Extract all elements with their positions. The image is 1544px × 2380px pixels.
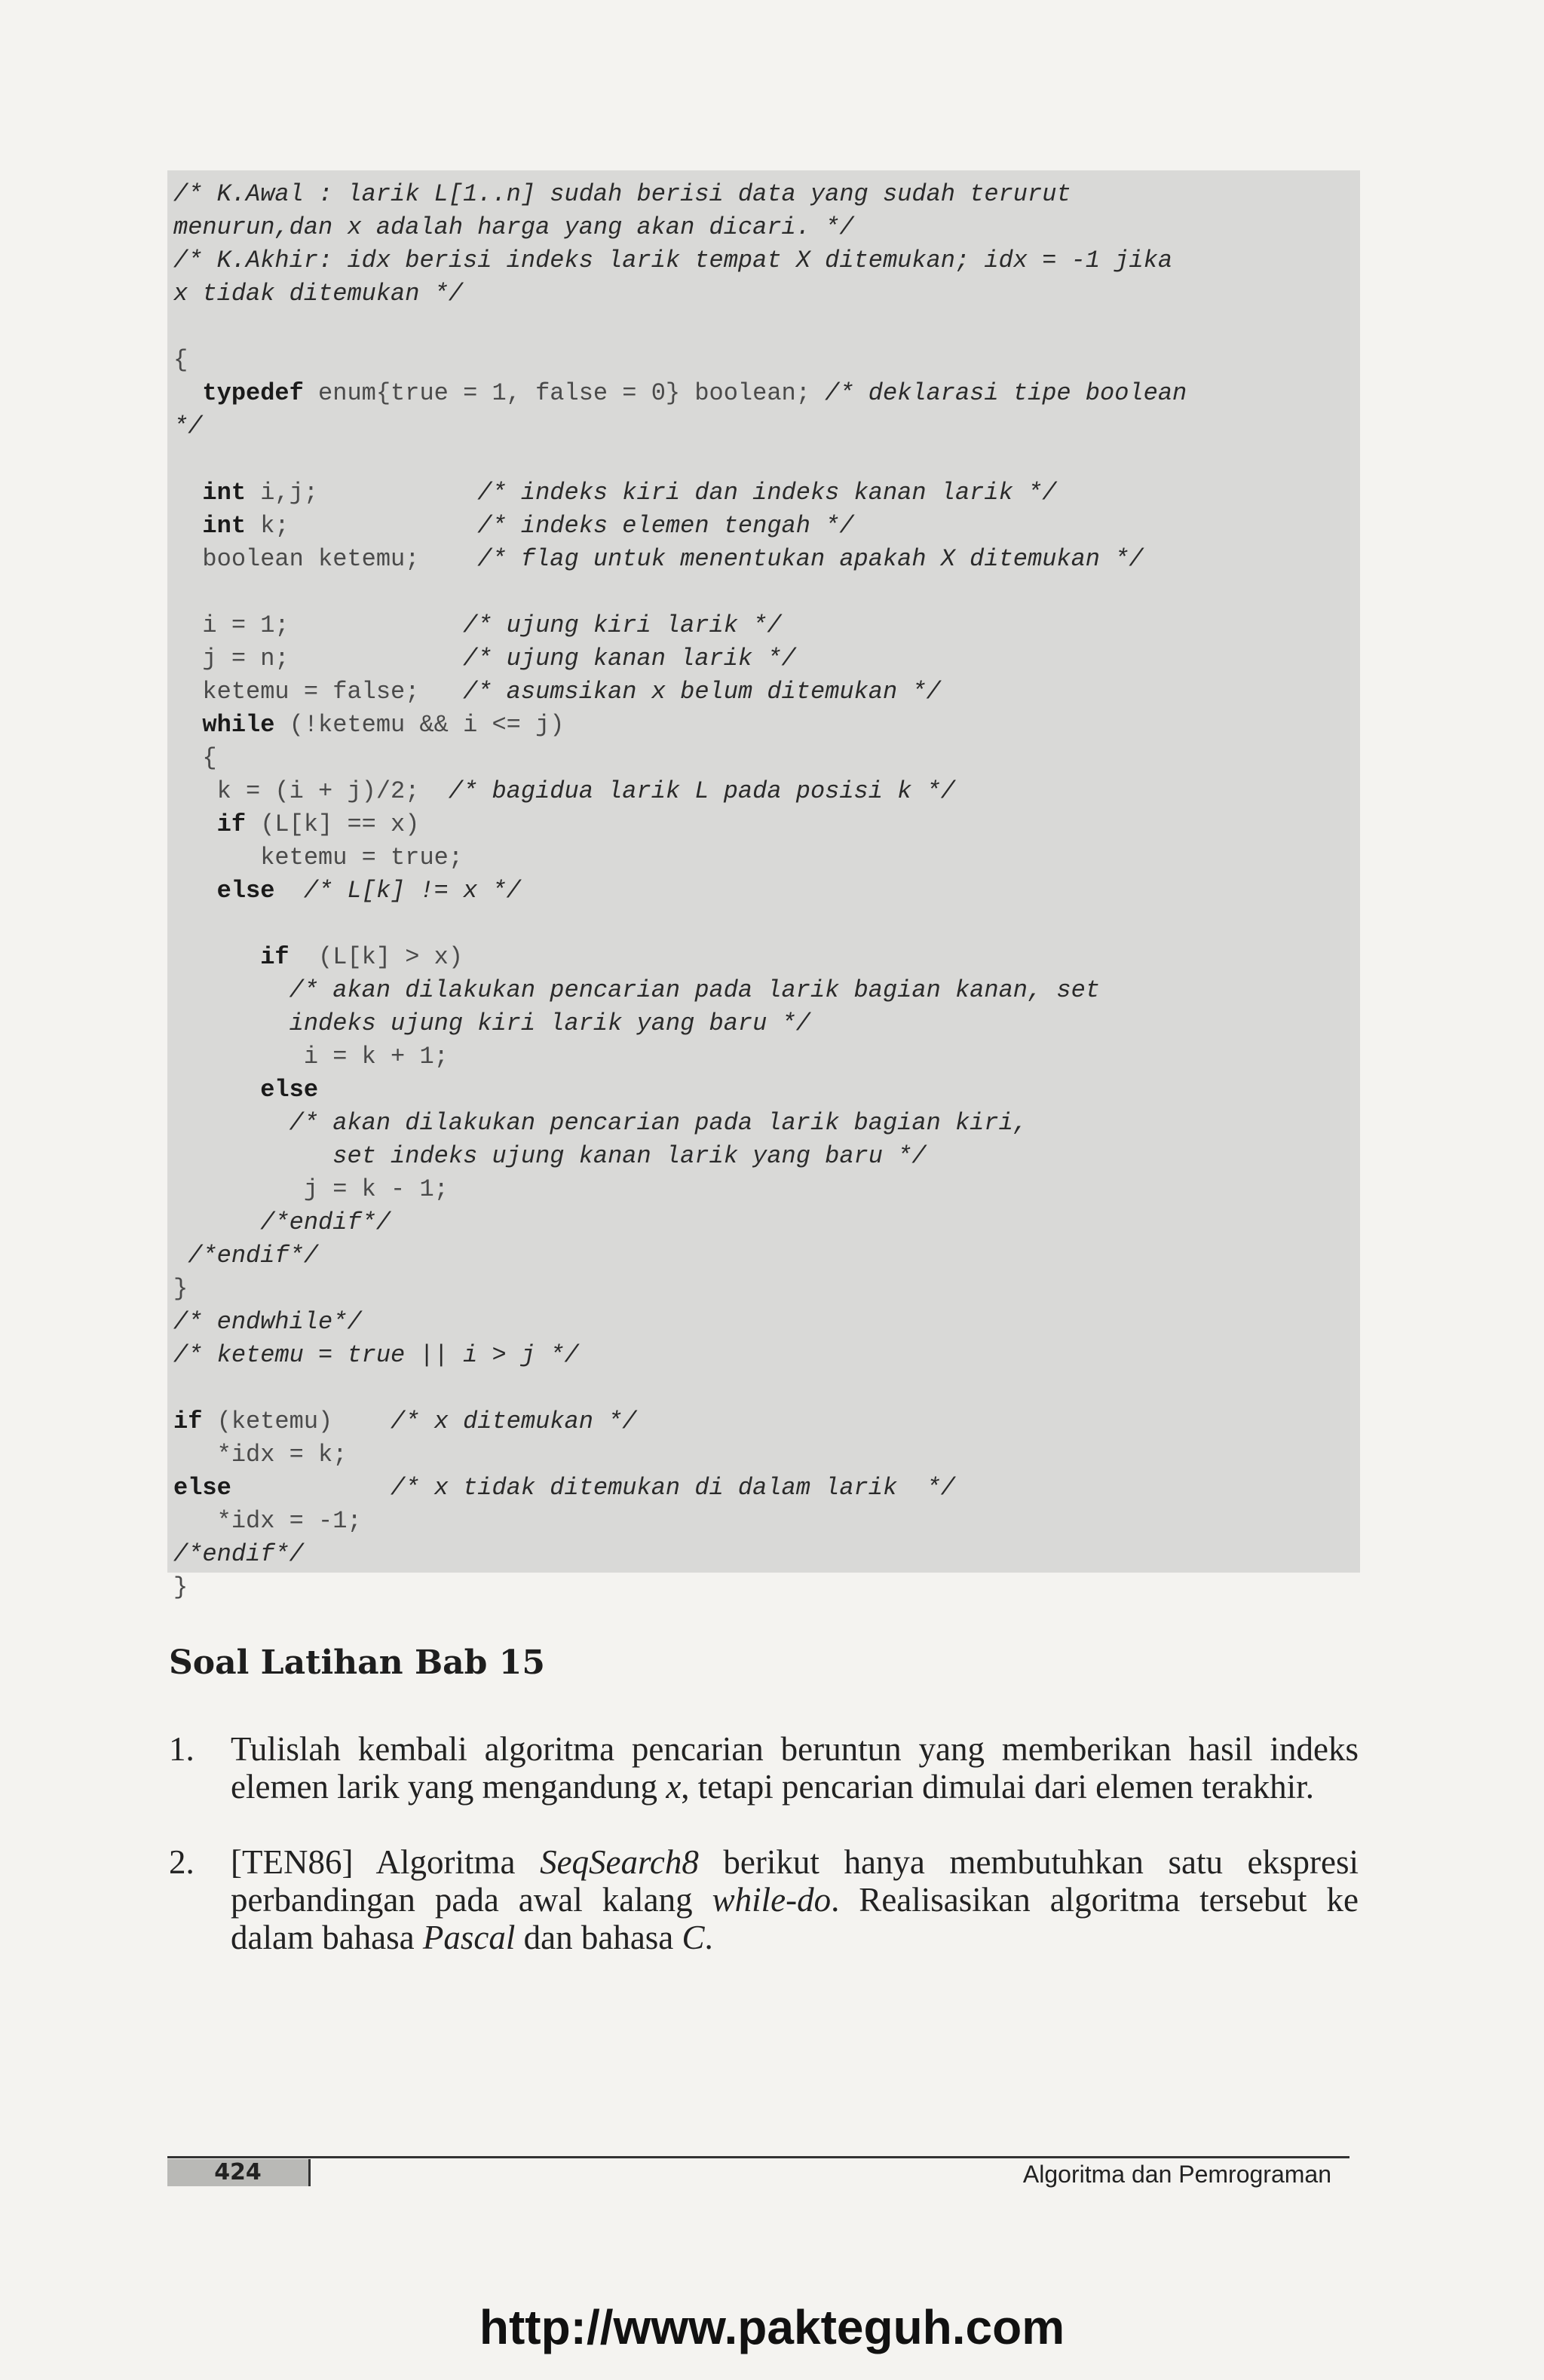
code-keyword: while [202,711,275,739]
code-text [173,943,260,971]
exercise-emphasis: x [666,1768,682,1806]
code-line [173,908,1360,941]
code-keyword: if [216,810,247,838]
code-text: enum{true = 1, false = 0} boolean; [303,379,826,407]
book-title: Algoritma dan Pemrograman [1022,2161,1331,2188]
website-url: http://www.pakteguh.com [479,2300,1065,2354]
code-comment: /* L[k] != x */ [303,877,521,905]
exercise-text: dan bahasa [515,1919,682,1956]
code-line [173,1472,1360,1505]
page-number: 424 [167,2159,311,2186]
code-line [173,1239,1360,1273]
code-keyword: if [173,1407,203,1435]
exercise-emphasis: SeqSearch8 [540,1843,699,1881]
code-line [173,344,1360,377]
code-keyword: else [260,1076,319,1104]
code-line [173,1140,1360,1173]
code-text [173,1208,260,1236]
code-comment: /* deklarasi tipe boolean [825,379,1187,407]
code-text: *idx = k; [173,1441,348,1469]
code-text [173,877,217,905]
code-text [173,1109,290,1137]
code-line [173,1405,1360,1438]
code-text [274,877,303,905]
code-text [173,479,202,507]
code-line [173,211,1360,244]
code-line [173,1074,1360,1107]
code-text: k = (i + j)/2; [173,777,449,805]
code-text [173,711,202,739]
code-text: { [173,744,217,772]
code-line [173,1339,1360,1372]
code-line [173,277,1360,311]
code-text: i,j; [246,479,478,507]
exercise-text: Tulislah kembali algoritma pencarian beruntun yang memberikan hasil indeks elemen larik yang mengandung [231,1730,1359,1806]
code-comment: /* ketemu = true || i > j */ [173,1341,579,1369]
code-comment: /* K.Akhir: idx berisi indeks larik tempat X ditemukan; idx = -1 jika [173,247,1173,274]
exercise-emphasis: C [682,1919,705,1956]
code-text: j = n; [173,645,464,672]
code-comment: /* akan dilakukan pencarian pada larik bagian kanan, set [289,976,1100,1004]
code-line [173,841,1360,875]
exercise-text: [TEN86] Algoritma [231,1843,541,1881]
exercise-text: . Realisasikan algoritma tersebut ke dalam bahasa [231,1881,1359,1956]
code-line [173,311,1360,344]
exercise-emphasis: Pascal [422,1919,516,1956]
code-line [173,808,1360,841]
code-comment: /* endwhile*/ [173,1308,362,1336]
code-line [173,1206,1360,1239]
code-comment: /* indeks kiri dan indeks kanan larik */ [477,479,1057,507]
code-text: } [173,1573,188,1601]
code-comment: */ [173,412,203,440]
code-keyword: else [216,877,275,905]
code-line [173,1173,1360,1206]
code-text: (ketemu) [202,1407,391,1435]
code-line [173,974,1360,1007]
code-line [173,709,1360,742]
code-text: i = k + 1; [173,1043,449,1071]
code-listing-box [167,170,1360,1601]
code-comment: /* asumsikan x belum ditemukan */ [463,678,941,706]
code-text [173,1076,260,1104]
exercise-emphasis: while-do [712,1881,832,1919]
code-line [173,1538,1360,1571]
code-comment: /* ujung kanan larik */ [463,645,796,672]
code-text: j = k - 1; [173,1175,449,1203]
exercise-list [169,1730,1359,1994]
exercise-item [169,1730,1359,1806]
code-line [173,941,1360,974]
code-comment: /* akan dilakukan pencarian pada larik bagian kiri, [289,1109,1028,1137]
exercise-text: , tetapi pencarian dimulai dari elemen terakhir. [681,1768,1314,1806]
code-text: { [173,346,188,374]
code-text [173,1242,188,1270]
code-text: boolean ketemu; [173,545,478,573]
code-comment: /*endif*/ [260,1208,391,1236]
code-comment: /* x tidak ditemukan di dalam larik */ [391,1474,955,1502]
code-listing [173,178,1360,1604]
code-text: (!ketemu && i <= j) [274,711,565,739]
code-line [173,1372,1360,1405]
code-comment: indeks ujung kiri larik yang baru */ [289,1009,810,1037]
code-line [173,1040,1360,1074]
code-text [173,1142,332,1170]
code-line [173,510,1360,543]
code-line [173,775,1360,808]
code-line [173,642,1360,675]
exercise-text: . [704,1919,713,1956]
code-keyword: if [260,943,290,971]
code-line [173,1306,1360,1339]
exercise-item [169,1843,1359,1956]
code-keyword: typedef [202,379,304,407]
code-text: i = 1; [173,611,464,639]
code-line [173,576,1360,609]
code-line [173,476,1360,510]
code-line [173,1505,1360,1538]
exercise-text: berikut hanya membutuhkan satu ekspresi perbandingan pada awal kalang [231,1843,1359,1919]
code-text: *idx = -1; [173,1507,362,1535]
code-text: (L[k] == x) [246,810,420,838]
exercise-number: 2. [169,1843,195,1881]
code-line [173,543,1360,576]
code-comment: x tidak ditemukan */ [173,280,464,308]
code-line [173,1107,1360,1140]
code-keyword: int [202,479,247,507]
code-text: k; [246,512,478,540]
code-keyword: int [202,512,247,540]
code-text [231,1474,391,1502]
code-comment: /*endif*/ [173,1540,304,1568]
code-line [173,1571,1360,1604]
code-line [173,410,1360,443]
code-line [173,178,1360,211]
section-heading: Soal Latihan Bab 15 [169,1643,545,1682]
code-text [173,976,290,1004]
footer-rule [167,2156,1349,2158]
exercise-number: 1. [169,1730,195,1768]
code-comment: /* x ditemukan */ [391,1407,637,1435]
code-line [173,244,1360,277]
code-text: (L[k] > x) [289,943,464,971]
code-line [173,1438,1360,1472]
code-comment: /* K.Awal : larik L[1..n] sudah berisi data yang sudah terurut [173,180,1071,208]
code-line [173,443,1360,476]
code-line [173,675,1360,709]
code-comment: /* ujung kiri larik */ [463,611,782,639]
code-line [173,609,1360,642]
code-keyword: else [173,1474,231,1502]
code-comment: /* bagidua larik L pada posisi k */ [448,777,955,805]
code-text [173,1009,290,1037]
code-line [173,875,1360,908]
code-text [173,810,217,838]
code-text: ketemu = true; [173,844,464,871]
code-line [173,1007,1360,1040]
code-comment: set indeks ujung kanan larik yang baru */ [332,1142,927,1170]
code-comment: /* indeks elemen tengah */ [477,512,854,540]
code-text [173,379,202,407]
code-comment: /*endif*/ [188,1242,319,1270]
code-text: } [173,1275,188,1303]
code-text [173,512,202,540]
code-comment: menurun,dan x adalah harga yang akan dicari. */ [173,213,854,241]
code-line [173,1273,1360,1306]
code-text: ketemu = false; [173,678,464,706]
code-line [173,377,1360,410]
code-line [173,742,1360,775]
code-comment: /* flag untuk menentukan apakah X ditemukan */ [477,545,1144,573]
